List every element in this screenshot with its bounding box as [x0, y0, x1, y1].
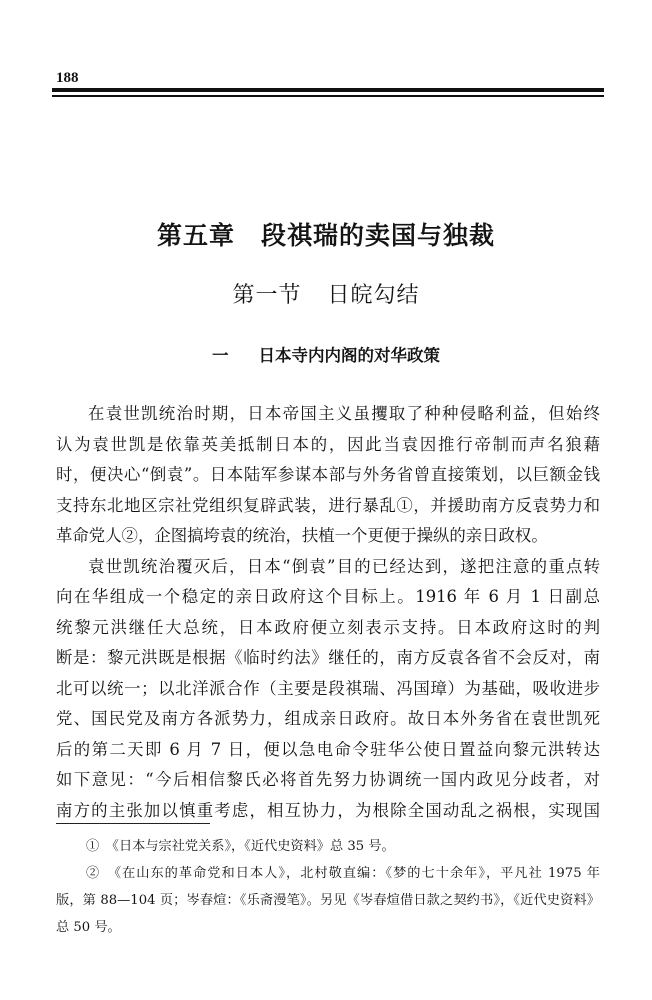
footnote-line: 总 50 号。 — [56, 920, 121, 935]
body-line: 北可以统一；以北洋派合作（主要是段祺瑞、冯国璋）为基础，吸收进步 — [56, 678, 600, 698]
body-line: 如下意见：“今后相信黎氏必将首先努力协调统一国内政见分歧者，对 — [56, 770, 600, 789]
subsection-number: 一 — [212, 346, 229, 365]
subsection-name: 日本寺内内阁的对华政策 — [258, 346, 440, 365]
body-line: 时，便决心“倒袁”。日本陆军参谋本部与外务省曾直接策划，以巨额金钱 — [56, 465, 600, 484]
header-rule-thin — [52, 95, 604, 97]
body-line: 南方的主张加以慎重考虑，相互协力，为根除全国动乱之祸根，实现国 — [56, 800, 600, 820]
section-name: 日皖勾结 — [327, 283, 420, 308]
footnote-line: ② 《在山东的革命党和日本人》，北村敬直编：《梦的七十余年》，平凡社 1975 年 — [86, 866, 600, 881]
body-line: 断是：黎元洪既是根据《临时约法》继任的，南方反袁各省不会反对，南 — [56, 648, 600, 667]
body-line: 支持东北地区宗社党组织复辟武装，进行暴乱①，并援助南方反袁势力和 — [56, 495, 600, 515]
footnote-rule — [56, 823, 210, 824]
body-text — [56, 399, 600, 826]
chapter-number: 第五章 — [156, 221, 235, 250]
body-line: 党、国民党及南方各派势力，组成亲日政府。故日本外务省在袁世凯死 — [56, 709, 600, 728]
page-number: 188 — [56, 70, 79, 86]
body-line: 在袁世凯统治时期，日本帝国主义虽攫取了种种侵略利益，但始终 — [88, 404, 600, 423]
section-number: 第一节 — [232, 283, 302, 308]
subsection-title — [0, 342, 652, 366]
body-line: 向在华组成一个稳定的亲日政府这个目标上。1916 年 6 月 1 日副总 — [56, 587, 600, 606]
footnotes — [56, 833, 600, 941]
footnote-line: 版，第 88—104 页；岑春煊：《乐斋漫笔》。另见《岑春煊借日款之契约书》，《近代史资料》 — [56, 893, 600, 908]
header-rule-thick — [52, 88, 604, 92]
body-line: 后的第二天即 6 月 7 日，便以急电命令驻华公使日置益向黎元洪转达 — [56, 739, 600, 759]
chapter-name: 段祺瑞的卖国与独裁 — [261, 221, 496, 250]
section-title — [0, 278, 652, 309]
body-line: 统黎元洪继任大总统，日本政府便立刻表示支持。日本政府这时的判 — [56, 617, 600, 637]
footnote-line: ① 《日本与宗社党关系》，《近代史资料》总 35 号。 — [86, 839, 395, 854]
body-line: 袁世凯统治覆灭后，日本“倒袁”目的已经达到，遂把注意的重点转 — [88, 556, 600, 576]
chapter-title — [0, 216, 652, 252]
body-line: 革命党人②，企图搞垮袁的统治，扶植一个更便于操纵的亲日政权。 — [56, 526, 548, 545]
body-line: 认为袁世凯是依靠英美抵制日本的，因此当袁因推行帝制而声名狼藉 — [56, 434, 600, 454]
